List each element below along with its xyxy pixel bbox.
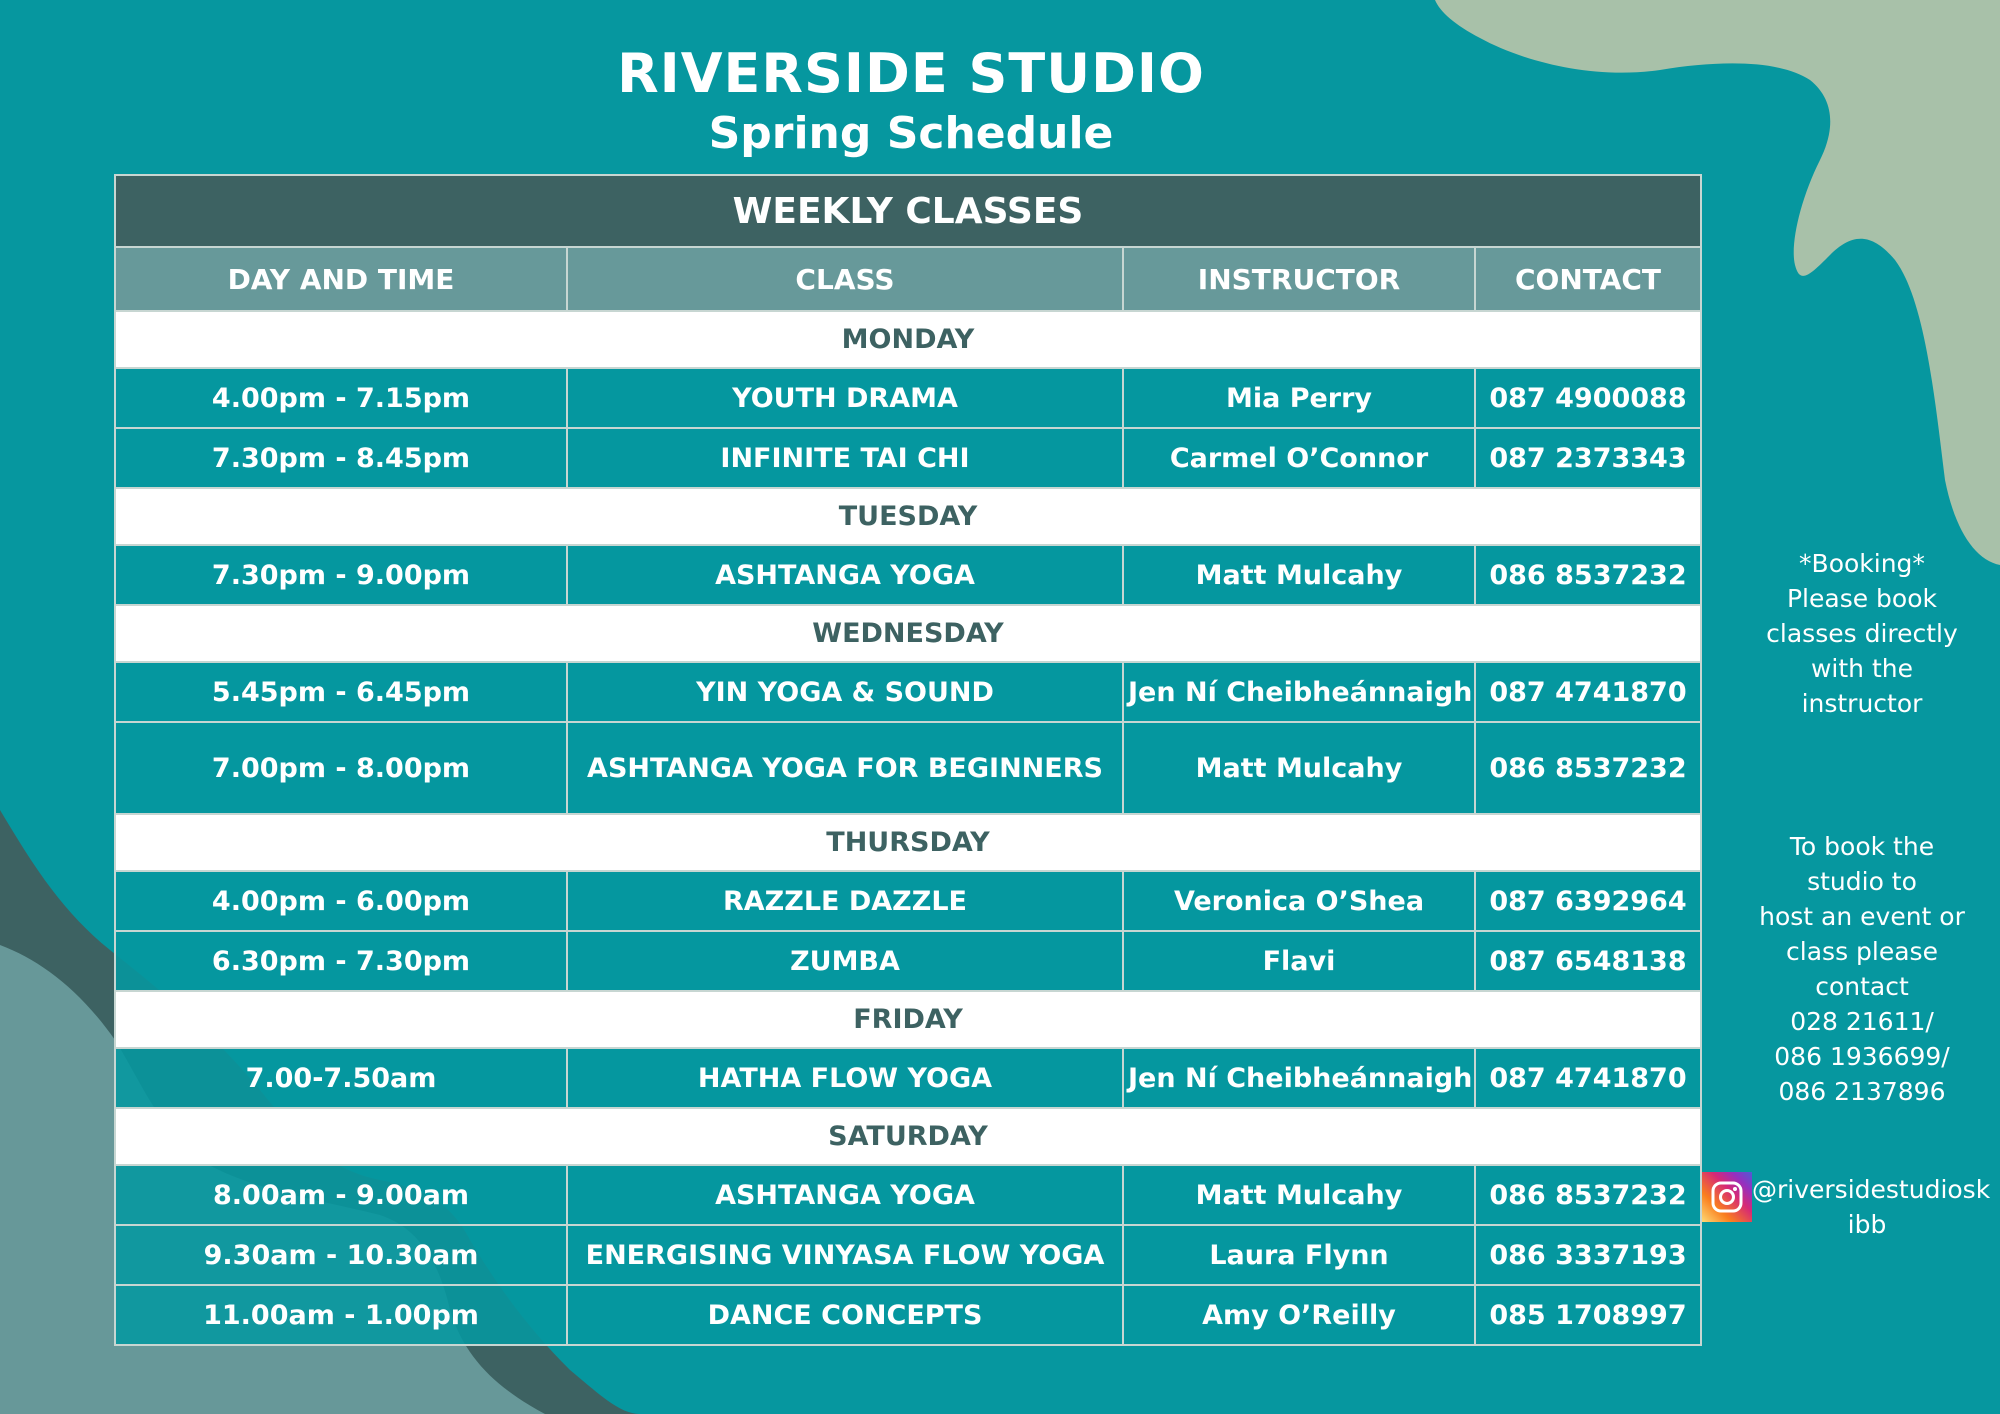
weekly-classes-table	[114, 174, 1702, 1346]
cell-time: 4.00pm - 7.15pm	[115, 368, 567, 428]
cell-contact: 085 1708997	[1475, 1285, 1701, 1345]
studio-note-line: host an event or	[1759, 902, 1965, 931]
studio-phone: 086 1936699/	[1774, 1042, 1950, 1071]
cell-class: ASHTANGA YOGA	[567, 1165, 1123, 1225]
cell-time: 11.00am - 1.00pm	[115, 1285, 567, 1345]
table-row	[115, 722, 1701, 814]
cell-instructor: Carmel O’Connor	[1123, 428, 1475, 488]
column-header-day-time: DAY AND TIME	[115, 247, 567, 311]
cell-time: 7.30pm - 8.45pm	[115, 428, 567, 488]
cell-contact: 086 8537232	[1475, 1165, 1701, 1225]
cell-instructor: Amy O’Reilly	[1123, 1285, 1475, 1345]
cell-instructor: Jen Ní Cheibheánnaigh	[1123, 1048, 1475, 1108]
cell-contact: 086 8537232	[1475, 545, 1701, 605]
cell-instructor: Matt Mulcahy	[1123, 722, 1475, 814]
day-label: TUESDAY	[115, 488, 1701, 545]
cell-class: DANCE CONCEPTS	[567, 1285, 1123, 1345]
studio-note-line: contact	[1815, 972, 1909, 1001]
cell-time: 9.30am - 10.30am	[115, 1225, 567, 1285]
instagram-handle-line: ibb	[1847, 1210, 1887, 1239]
page-title: RIVERSIDE STUDIO	[617, 42, 1205, 105]
day-row-saturday	[115, 1108, 1701, 1165]
cell-class: HATHA FLOW YOGA	[567, 1048, 1123, 1108]
instagram-handle-line: @riversidestudiosk	[1752, 1175, 1991, 1204]
day-label: WEDNESDAY	[115, 605, 1701, 662]
cell-time: 7.00-7.50am	[115, 1048, 567, 1108]
table-row	[115, 545, 1701, 605]
day-row-wednesday	[115, 605, 1701, 662]
table-row	[115, 1225, 1701, 1285]
cell-instructor: Flavi	[1123, 931, 1475, 991]
cell-contact: 087 4741870	[1475, 1048, 1701, 1108]
day-row-thursday	[115, 814, 1701, 871]
studio-phone: 086 2137896	[1778, 1077, 1946, 1106]
table-title: WEEKLY CLASSES	[115, 175, 1701, 247]
table-row	[115, 662, 1701, 722]
table-row	[115, 931, 1701, 991]
booking-note-line: *Booking*	[1799, 549, 1925, 578]
studio-phone: 028 21611/	[1790, 1007, 1934, 1036]
studio-booking-note	[1732, 829, 1992, 1109]
booking-note-line: instructor	[1801, 689, 1923, 718]
cell-instructor: Veronica O’Shea	[1123, 871, 1475, 931]
cell-class: ASHTANGA YOGA FOR BEGINNERS	[567, 722, 1123, 814]
column-header-contact: CONTACT	[1475, 247, 1701, 311]
table-row	[115, 871, 1701, 931]
day-label: MONDAY	[115, 311, 1701, 368]
cell-instructor: Mia Perry	[1123, 368, 1475, 428]
studio-note-line: To book the	[1789, 832, 1935, 861]
day-row-friday	[115, 991, 1701, 1048]
table-row	[115, 1165, 1701, 1225]
table-row	[115, 1285, 1701, 1345]
cell-class: ENERGISING VINYASA FLOW YOGA	[567, 1225, 1123, 1285]
cell-time: 7.30pm - 9.00pm	[115, 545, 567, 605]
column-header-instructor: INSTRUCTOR	[1123, 247, 1475, 311]
cell-time: 5.45pm - 6.45pm	[115, 662, 567, 722]
table-row	[115, 1048, 1701, 1108]
instagram-icon[interactable]	[1702, 1172, 1752, 1222]
day-label: FRIDAY	[115, 991, 1701, 1048]
day-row-tuesday	[115, 488, 1701, 545]
cell-instructor: Matt Mulcahy	[1123, 1165, 1475, 1225]
cell-instructor: Jen Ní Cheibheánnaigh	[1123, 662, 1475, 722]
cell-class: ZUMBA	[567, 931, 1123, 991]
cell-time: 4.00pm - 6.00pm	[115, 871, 567, 931]
day-label: THURSDAY	[115, 814, 1701, 871]
page-subtitle: Spring Schedule	[708, 108, 1114, 159]
table-row	[115, 428, 1701, 488]
cell-class: INFINITE TAI CHI	[567, 428, 1123, 488]
cell-class: YOUTH DRAMA	[567, 368, 1123, 428]
cell-contact: 087 4900088	[1475, 368, 1701, 428]
cell-contact: 087 6392964	[1475, 871, 1701, 931]
day-label: SATURDAY	[115, 1108, 1701, 1165]
booking-note	[1732, 546, 1992, 721]
cell-contact: 086 3337193	[1475, 1225, 1701, 1285]
cell-contact: 087 6548138	[1475, 931, 1701, 991]
studio-note-line: class please	[1786, 937, 1938, 966]
column-header-class: CLASS	[567, 247, 1123, 311]
cell-instructor: Matt Mulcahy	[1123, 545, 1475, 605]
instagram-handle[interactable]	[1752, 1172, 1991, 1242]
cell-class: YIN YOGA & SOUND	[567, 662, 1123, 722]
booking-note-line: classes directly	[1766, 619, 1958, 648]
cell-contact: 087 2373343	[1475, 428, 1701, 488]
cell-contact: 086 8537232	[1475, 722, 1701, 814]
cell-class: ASHTANGA YOGA	[567, 545, 1123, 605]
booking-note-line: Please book	[1786, 584, 1937, 613]
cell-time: 7.00pm - 8.00pm	[115, 722, 567, 814]
cell-instructor: Laura Flynn	[1123, 1225, 1475, 1285]
cell-time: 6.30pm - 7.30pm	[115, 931, 567, 991]
studio-note-line: studio to	[1807, 867, 1917, 896]
cell-time: 8.00am - 9.00am	[115, 1165, 567, 1225]
day-row-monday	[115, 311, 1701, 368]
cell-class: RAZZLE DAZZLE	[567, 871, 1123, 931]
table-row	[115, 368, 1701, 428]
cell-contact: 087 4741870	[1475, 662, 1701, 722]
booking-note-line: with the	[1810, 654, 1913, 683]
